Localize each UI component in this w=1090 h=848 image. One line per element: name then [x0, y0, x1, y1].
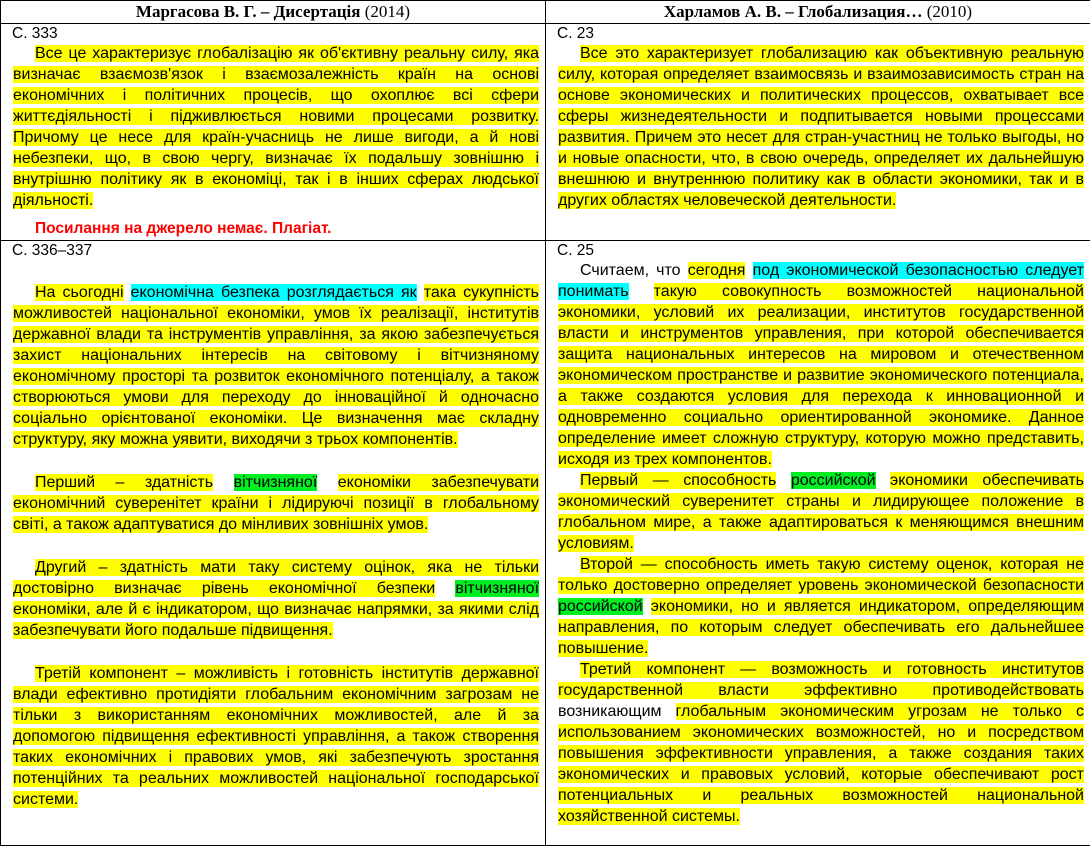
right-header-year: (2010) — [926, 2, 973, 21]
left-page-ref-2: С. 336–337 — [12, 242, 93, 259]
unhighlighted-word: возникающим — [558, 703, 662, 720]
left-paragraph-2-4 — [13, 663, 539, 810]
right-text-1: Все это характеризует глобализацию как объективную реальную силу, которая определяет взаимосвязь и взаимозависимость стран на основе экономических и политических процессов, охватывает все сферы жизнедеятельности и подпитывается новыми процессами развития. Причем это несет для стран-участниц не только выгоды, но и новые опасности, что, в свою очередь, определяет их дальнейшую внешнюю и внутреннюю политику как в области экономики, так и в других областях человеческой деятельности. — [558, 45, 1084, 209]
green-highlight: российской — [558, 598, 643, 615]
right-paragraph-2-1 — [558, 260, 1084, 470]
green-highlight: вітчизняної — [455, 580, 540, 597]
text-fragment: экономики обеспечивать экономический суверенитет страны и лидирующее положение в глобальном мире, а также адаптироваться к меняющимся внешним условиям. — [558, 472, 1084, 552]
left-paragraph-2-3 — [13, 557, 539, 641]
text-fragment: Другий – здатність мати таку систему оцінок, яка не тільки достовірно визначає рівень економічної безпеки — [13, 559, 539, 597]
right-paragraph-2-4 — [558, 659, 1084, 827]
text-fragment: Перший – здатність — [35, 474, 214, 491]
text-fragment: На сьогодні — [35, 284, 124, 301]
right-paragraph-1 — [558, 43, 1084, 211]
right-paragraph-2-2 — [558, 470, 1084, 554]
plagiarism-note: Посилання на джерело немає. Плагіат. — [35, 220, 332, 237]
text-fragment: Считаем, что — [580, 262, 681, 279]
text-fragment: Первый — способность — [580, 472, 777, 489]
right-header-title: Харламов А. В. – Глобализация… — [663, 2, 923, 21]
right-paragraph-2-3 — [558, 554, 1084, 659]
text-fragment: такую совокупность возможностей национальной экономики, условий их реализации, институтов государственной власти и инструментов управления, при которой обеспечивается защита национальных интересов на мировом и отечественном экономическом пространстве и развитие экономического потенциала, а также создаются условия для перехода к инновационной и одновременно социально ориентированной экономике. Данное определение имеет сложную структуру, которую можно представить, исходя из трех компонентов. — [558, 283, 1084, 468]
left-paragraph-2-1 — [13, 282, 539, 450]
cyan-highlight: економічна безпека розглядається як — [130, 284, 417, 301]
left-page-ref-1: С. 333 — [12, 25, 58, 42]
left-cell-2 — [1, 241, 546, 846]
text-fragment: економіки, але й є індикатором, що визначає напрямки, за якими слід забезпечувати його подальше підвищення. — [13, 601, 539, 639]
right-page-ref-1: С. 23 — [557, 25, 595, 42]
left-cell-1 — [1, 24, 546, 241]
green-highlight: российской — [790, 472, 876, 489]
left-paragraph-1 — [13, 43, 539, 211]
left-text-1: Все це характеризує глобалізацію як об'єктивну реальну силу, яка визначає взаємозв'язок і взаємозалежність країн на основі економічних і політичних процесів, що охоплює всі сфери життєдіяльності і підживлюється новими процесами розвитку. Причому це несе для країн-учасниць не лише вигоди, а й нові небезпеки, що, в свою чергу, визначає їх подальшу зовнішню і внутрішню політику як в економіці, так і в інших сферах людської діяльності. — [13, 45, 539, 209]
green-highlight: вітчизняної — [233, 474, 318, 491]
text-fragment: Третій компонент – можливість і готовність інститутів державної влади ефективно протидіяти глобальним економічним загрозам не тільки з використанням економічних можливостей, але й за допомогою підвищення ефективності управління, а також створення таких економічних і правових умов, які забезпечують зростання потенційних та реальних можливостей національної господарської системи. — [13, 665, 539, 808]
left-column-header — [1, 1, 546, 24]
text-fragment: економіки забезпечувати економічний суверенітет країни і лідируючі позиції в глобальному світі, а також адаптуватися до мінливих зовнішніх умов. — [13, 474, 540, 533]
right-page-ref-2: С. 25 — [557, 242, 595, 259]
text-fragment: сегодня — [687, 262, 746, 279]
comparison-row-2 — [1, 241, 1090, 846]
text-fragment: Второй — способность иметь такую систему оценок, которая не только достоверно определяет уровень экономической безопасности — [558, 556, 1084, 594]
cyan-highlight: под экономической безопасностью следует понимать — [558, 262, 1084, 300]
text-fragment: экономики, но и является индикатором, определяющим направления, по которым следует обеспечивать его дальнейшее повышение. — [558, 598, 1085, 657]
text-fragment: глобальным экономическим угрозам не только с использованием экономических возможностей, но и посредством повышения эффективности управления, а также создания таких экономических и правовых условий, которые обеспечивают рост потенциальных и реальных возможностей национальной хозяйственной системы. — [558, 703, 1085, 825]
left-paragraph-2-2 — [13, 472, 539, 535]
left-header-title: Маргасова В. Г. – Дисертація — [135, 2, 361, 21]
right-column-header — [546, 1, 1090, 24]
right-cell-1 — [546, 24, 1090, 241]
text-fragment: така сукупність можливостей національної економіки, умов їх реалізації, інститутів державної влади та інструментів управління, за якою забезпечується захист національних інтересів на світовому і вітчизняному економічному просторі та розвиток економічного потенціалу, а також створюються умови для переходу до інноваційної й одночасно соціально орієнтованої економіки. Це визначення має складну структуру, яку можна уявити, виходячи з трьох компонентів. — [13, 284, 539, 448]
text-fragment: Третий компонент — возможность и готовность институтов государственной власти эффективно противодействовать — [558, 661, 1084, 699]
comparison-row-1 — [1, 24, 1090, 241]
left-header-year: (2014) — [364, 2, 411, 21]
header-row — [1, 1, 1090, 24]
right-cell-2 — [546, 241, 1090, 846]
